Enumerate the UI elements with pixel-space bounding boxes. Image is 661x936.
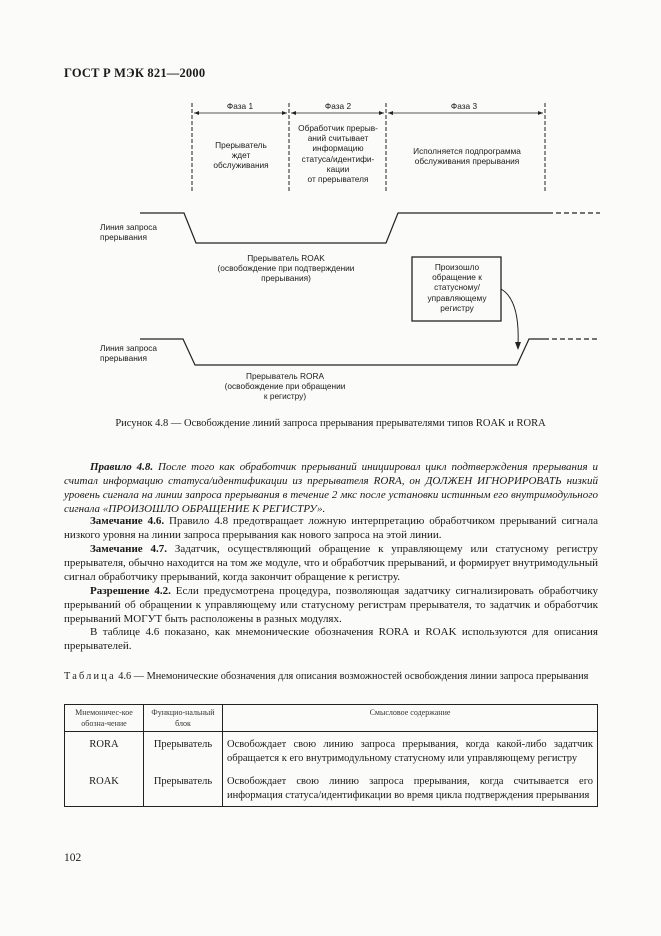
note2-text: Задатчик, осуществляющий обращение к управляющему или статусному регистру прерывателя, обычно находится на том же модуле, что и обработчик прерываний, и формирует внутримодульный сигнал обработчику прерываний, когда закончит обращение к регистру.	[64, 543, 598, 583]
rule-label: Правило 4.8.	[90, 461, 154, 473]
perm-text: Если предусмотрена процедура, позволяющая задатчику сигнализировать обработчику прерываний об обращении к управляющему или статусному регистрам прерывателя, то задатчик и обработчик прерываний МОГУТ быть расположены в разных модулях.	[64, 585, 598, 625]
roak-description: Прерыватель ROAK (освобождение при подтверждении прерывания)	[217, 253, 355, 284]
figure-caption: Рисунок 4.8 — Освобождение линий запроса прерывания прерывателями типов ROAK и RORA	[115, 418, 546, 429]
line-label-rora: Линия запроса прерывания	[100, 343, 157, 364]
permission-4-2	[64, 585, 598, 627]
rora-waveform	[140, 339, 544, 365]
phase-1-label: Фаза 1	[222, 101, 258, 111]
note1-text: Правило 4.8 предотвращает ложную интерпретацию обработчиком прерываний сигнала низкого уровня на линии запроса прерывания как нового запроса на этой линии.	[64, 515, 599, 541]
mnemonics-table	[64, 704, 598, 807]
phase-3-label: Фаза 3	[446, 101, 482, 111]
note-4-7	[64, 543, 598, 585]
table-cell-block: Прерыватель	[144, 732, 223, 770]
phase-2-label: Фаза 2	[320, 101, 356, 111]
table-cell-meaning: Освобождает свою линию запроса прерывания, когда считывается его информация статуса/идентификации во время цикла подтверждения прерывания	[223, 769, 598, 807]
table-caption-prefix: Таблица	[64, 671, 116, 682]
perm-label: Разрешение 4.2.	[90, 585, 171, 597]
table-cell-block: Прерыватель	[144, 769, 223, 807]
phase-1-description: Прерыватель ждет обслуживания	[213, 140, 269, 171]
rule-text: После того как обработчик прерываний инициировал цикл подтверждения прерывания и считал информацию статуса/идентификации из прерывателя RORA, он ДОЛЖЕН ИГНОРИРОВАТЬ низкий уровень сигнала на линии запроса прерывания в течение 2 мкс после установки истинным его внутримодульного сигнала «ПРОИЗОШЛО ОБРАЩЕНИЕ К РЕГИСТРУ».	[64, 461, 598, 515]
page-number: 102	[64, 852, 82, 864]
phase-2-description: Обработчик прерыв- аний считывает информацию статуса/идентифи- кации от прерывателя	[298, 123, 378, 185]
table-header-mnemonic: Мнемоничес-кое обозна-чение	[65, 705, 144, 732]
table-row	[65, 732, 598, 770]
roak-waveform	[140, 213, 548, 243]
register-access-box-text: Произошло обращение к статусному/ управляющему регистру	[427, 262, 487, 313]
paragraph-table-intro: В таблице 4.6 показано, как мнемонические обозначения RORA и ROAK используются для описания прерывателей.	[64, 626, 598, 652]
phase-3-description: Исполняется подпрограмма обслуживания прерывания	[413, 146, 521, 167]
document-header: ГОСТ Р МЭК 821—2000	[64, 66, 206, 80]
table-cell-meaning: Освобождает свою линию запроса прерывания, когда какой-либо задатчик обращается к его внутримодульному статусному или управляющему регистру	[223, 732, 598, 770]
table-header-meaning: Смысловое содержание	[223, 705, 598, 732]
table-cell-mnemonic: RORA	[65, 732, 144, 770]
table-caption-text: 4.6 — Мнемонические обозначения для описания возможностей освобождения линии запроса прерывания	[115, 671, 589, 682]
line-label-roak: Линия запроса прерывания	[100, 222, 157, 243]
table-cell-mnemonic: ROAK	[65, 769, 144, 807]
table-row	[65, 769, 598, 807]
note1-label: Замечание 4.6.	[90, 515, 165, 527]
table-header-block: Функцио-нальный блок	[144, 705, 223, 732]
note-4-6	[64, 515, 598, 543]
rora-description: Прерыватель RORA (освобождение при обращении к регистру)	[224, 371, 346, 402]
table-caption	[64, 671, 598, 684]
rule-4-8	[64, 461, 598, 517]
note2-label: Замечание 4.7.	[90, 543, 167, 555]
register-access-arrow	[501, 289, 518, 345]
